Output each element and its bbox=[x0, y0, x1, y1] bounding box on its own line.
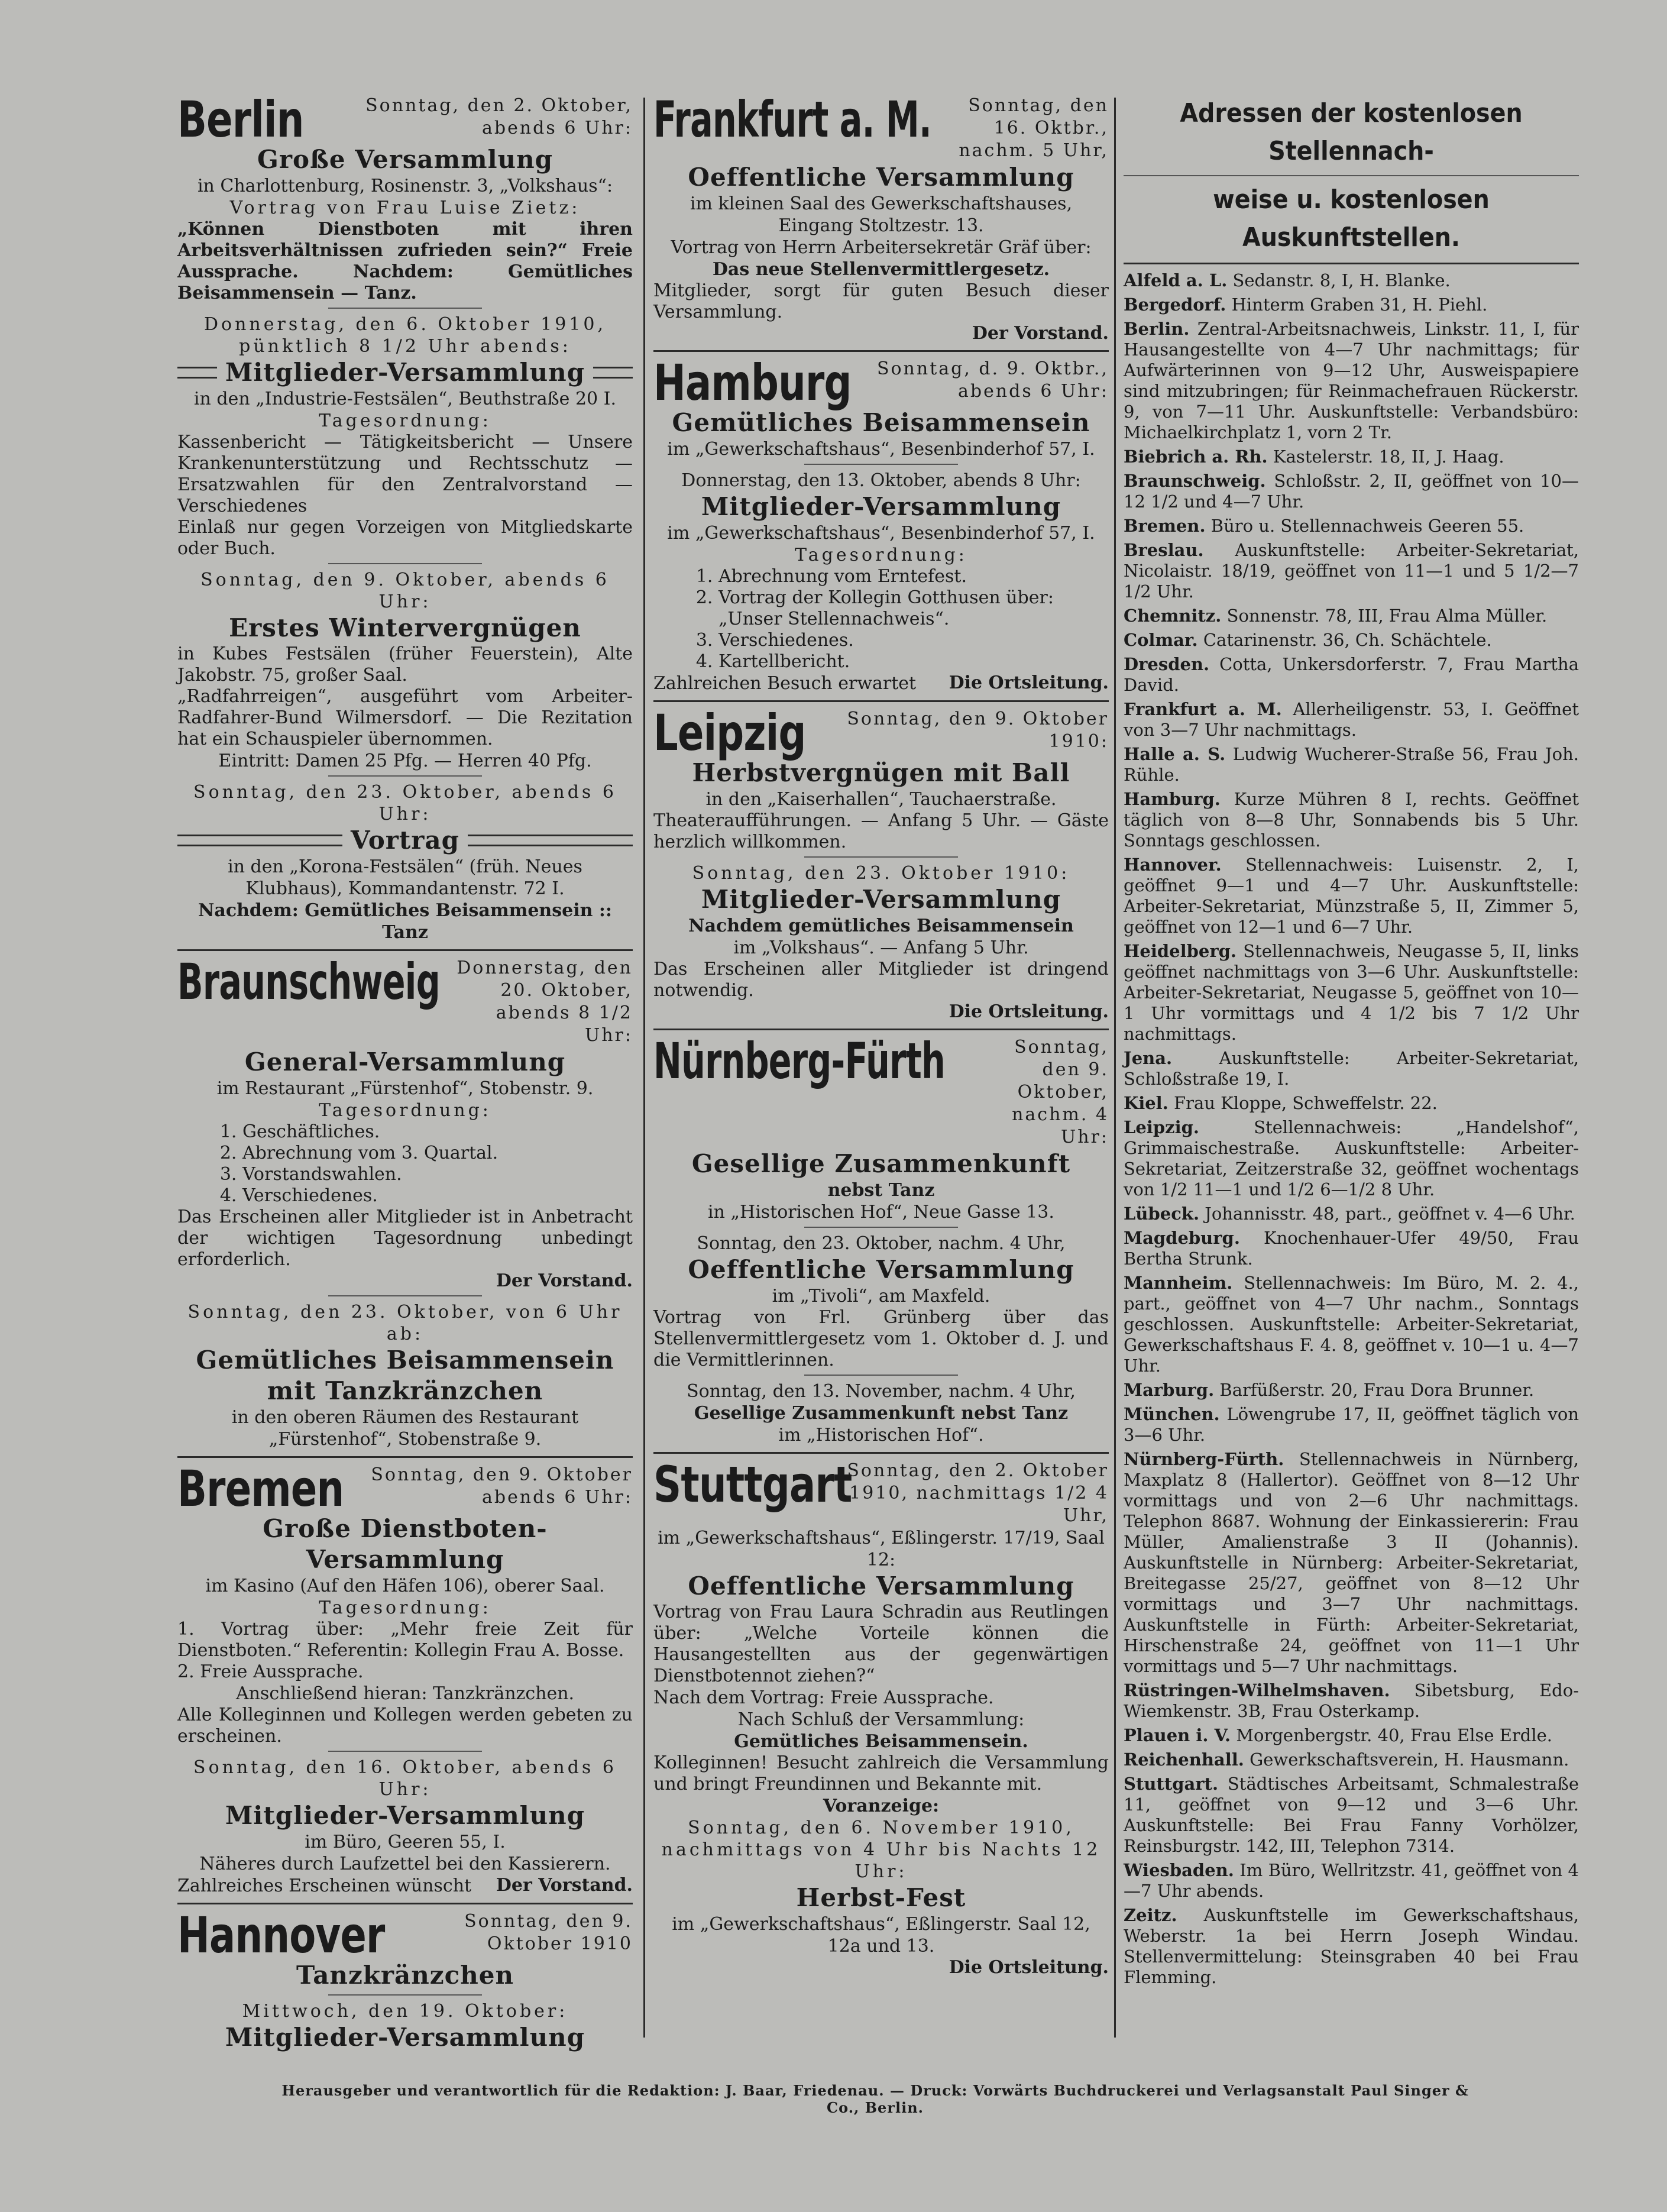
notice-braunschweig bbox=[177, 953, 633, 1450]
event-note: Theateraufführungen. — Anfang 5 Uhr. — Gäste herzlich willkommen. bbox=[653, 810, 1109, 852]
address-entry bbox=[1124, 270, 1579, 291]
address-details: Auskunftstelle im Gewerkschaftshaus, Weberstr. 1a bei Herrn Joseph Windau. Stellenvermittelung: Steinsgraben 40 bei Frau Flemming. bbox=[1124, 1905, 1579, 1987]
event-place: in Charlottenburg, Rosinenstr. 3, „Volkshaus“: bbox=[197, 176, 613, 196]
notice-berlin bbox=[177, 90, 633, 943]
address-city: Lübeck. bbox=[1124, 1204, 1200, 1224]
agenda-label: Tagesordnung: bbox=[795, 545, 967, 565]
notice-bremen bbox=[177, 1460, 633, 1897]
address-entry bbox=[1124, 941, 1579, 1044]
address-entry bbox=[1124, 319, 1579, 443]
address-city: Plauen i. V. bbox=[1124, 1725, 1231, 1745]
address-entry bbox=[1124, 1117, 1579, 1200]
event-place: in den „Kaiserhallen“, Tauchaerstraße. bbox=[705, 789, 1057, 810]
event-place: im „Gewerkschaftshaus“, Besenbinderhof 57, I. bbox=[667, 523, 1095, 544]
address-entry bbox=[1124, 471, 1579, 512]
event-note: Zahlreiches Erscheinen wünscht bbox=[177, 1875, 472, 1896]
addresses-header-line1: Adressen der kostenlosen Stellennach- bbox=[1180, 98, 1523, 166]
city-heading: Braunschweig bbox=[177, 953, 440, 1011]
address-details: Büro u. Stellennachweis Geeren 55. bbox=[1210, 516, 1524, 536]
address-entry bbox=[1124, 1404, 1579, 1445]
event-title: Erstes Wintervergnügen bbox=[229, 613, 581, 642]
event-place: im „Gewerkschaftshaus“, Eßlingerstr. Saal 12, 12a und 13. bbox=[672, 1914, 1090, 1956]
event-place: in den „Industrie-Festsälen“, Beuthstraße 20 I. bbox=[193, 389, 617, 409]
event-title: Große Versammlung bbox=[257, 145, 553, 174]
address-details: Auskunftstelle: Arbeiter-Sekretariat, Nicolaistr. 18/19, geöffnet von 11—1 und 5 1/2—7 1/2 Uhr. bbox=[1124, 540, 1579, 601]
address-entry bbox=[1124, 606, 1579, 626]
event-title: Mitglieder-Versammlung bbox=[701, 492, 1061, 521]
event-title: General-Versammlung bbox=[244, 1047, 566, 1076]
address-details: Cotta, Unkersdorferstr. 7, Frau Martha David. bbox=[1124, 654, 1579, 695]
address-details: Barfüßerstr. 20, Frau Dora Brunner. bbox=[1219, 1380, 1535, 1400]
address-details: Stellennachweis, Neugasse 5, II, links geöffnet nachmittags von 3—6 Uhr. Auskunftstelle: Arbeiter-Sekretariat, Neugasse 5, geöffnet von 10—1 Uhr vormittags und 4 1/2 bis 7 1/2 Uhr nachmittags. bbox=[1124, 941, 1579, 1044]
event-subtitle: Nachdem gemütliches Beisammensein bbox=[688, 916, 1074, 936]
event-speaker: Vortrag von Herrn Arbeitersekretär Gräf über: bbox=[671, 237, 1092, 258]
address-entry bbox=[1124, 447, 1579, 467]
notice-hamburg bbox=[653, 354, 1109, 694]
event-date: Sonntag, den 9. Oktober 1910 bbox=[464, 1911, 633, 1954]
event-title: Tanzkränzchen bbox=[296, 1961, 514, 1990]
address-entry bbox=[1124, 1725, 1579, 1746]
address-city: Hannover. bbox=[1124, 855, 1222, 875]
event-title: Vortrag bbox=[351, 826, 459, 855]
address-city: Braunschweig. bbox=[1124, 471, 1266, 491]
address-city: Frankfurt a. M. bbox=[1124, 699, 1282, 719]
event-title: Große Dienstboten-Versammlung bbox=[263, 1514, 548, 1574]
address-city: Leipzig. bbox=[1124, 1117, 1199, 1137]
event-date: Donnerstag, den 13. Oktober, abends 8 Uhr: bbox=[681, 470, 1081, 491]
event-date: Sonntag, den 9. Oktober, abends 6 Uhr: bbox=[200, 570, 610, 612]
address-details: Im Büro, Wellritzstr. 41, geöffnet von 4—7 Uhr abends. bbox=[1124, 1860, 1579, 1901]
address-city: Breslau. bbox=[1124, 540, 1204, 560]
address-city: Reichenhall. bbox=[1124, 1749, 1244, 1770]
event-title: Gesellige Zusammenkunft bbox=[691, 1149, 1071, 1178]
event-title: Oeffentliche Versammlung bbox=[688, 163, 1074, 192]
event-title: Gesellige Zusammenkunft nebst Tanz bbox=[694, 1403, 1069, 1424]
city-heading: Nürnberg-Fürth bbox=[653, 1032, 946, 1090]
event-date: Sonntag, den 9. Oktober abends 6 Uhr: bbox=[371, 1464, 633, 1508]
address-details: Sibetsburg, Edo-Wiemkenstr. 3B, Frau Osterkamp. bbox=[1124, 1680, 1579, 1721]
notice-leipzig bbox=[653, 704, 1109, 1023]
address-city: Dresden. bbox=[1124, 654, 1210, 674]
agenda-label: Tagesordnung: bbox=[319, 1100, 491, 1121]
event-place: im „Tivoli“, am Maxfeld. bbox=[772, 1286, 991, 1306]
notice-nuernberg-fuerth bbox=[653, 1032, 1109, 1446]
address-details: Johannisstr. 48, part., geöffnet v. 4—6 Uhr. bbox=[1205, 1204, 1575, 1224]
address-details: Allerheiligenstr. 53, I. Geöffnet von 3—7 Uhr nachmittags. bbox=[1124, 699, 1579, 740]
address-entry bbox=[1124, 630, 1579, 651]
address-details: Kurze Mühren 8 I, rechts. Geöffnet täglich von 8—8 Uhr, Sonnabends bis 5 Uhr. Sonntags geschlossen. bbox=[1124, 789, 1579, 850]
agenda-item: 2. Abrechnung vom 3. Quartal. bbox=[242, 1143, 633, 1164]
event-date: Donnerstag, den 6. Oktober 1910, pünktlich 8 1/2 Uhr abends: bbox=[203, 314, 607, 357]
event-place: in den oberen Räumen des Restaurant „Fürstenhof“, Stobenstraße 9. bbox=[231, 1407, 579, 1450]
signature: Der Vorstand. bbox=[496, 1875, 633, 1896]
event-place: im Büro, Geeren 55, I. bbox=[305, 1832, 506, 1852]
address-city: Berlin. bbox=[1124, 319, 1190, 339]
notice-stuttgart bbox=[653, 1456, 1109, 1978]
address-city: Wiesbaden. bbox=[1124, 1860, 1234, 1880]
address-entry bbox=[1124, 1093, 1579, 1114]
address-entry bbox=[1124, 654, 1579, 696]
signature: Die Ortsleitung. bbox=[949, 1957, 1109, 1978]
address-city: Magdeburg. bbox=[1124, 1228, 1240, 1248]
column-rule bbox=[643, 98, 645, 2038]
notice-frankfurt bbox=[653, 90, 1109, 344]
signature: Die Ortsleitung. bbox=[949, 672, 1109, 693]
agenda-item: 3. Verschiedenes. bbox=[718, 630, 1109, 651]
event-place: im Kasino (Auf den Häfen 106), oberer Saal. bbox=[205, 1576, 605, 1596]
address-details: Hinterm Graben 31, H. Piehl. bbox=[1231, 295, 1488, 315]
imprint-footer: Herausgeber und verantwortlich für die Redaktion: J. Baar, Friedenau. — Druck: Vorwärts Buchdruckerei und Verlagsanstalt Paul Singer & Co., Berlin. bbox=[281, 2082, 1469, 2116]
city-heading: Stuttgart bbox=[653, 1456, 852, 1514]
event-place: im kleinen Saal des Gewerkschaftshauses, Eingang Stoltzestr. 13. bbox=[690, 193, 1073, 236]
event-place: im „Gewerkschaftshaus“, Eßlingerstr. 17/19, Saal 12: bbox=[658, 1528, 1105, 1570]
agenda-item: 2. Freie Aussprache. bbox=[177, 1661, 364, 1682]
event-place: im „Historischen Hof“. bbox=[778, 1425, 984, 1445]
agenda-item: 4. Kartellbericht. bbox=[718, 651, 1109, 672]
agenda-item: 4. Verschiedenes. bbox=[242, 1185, 633, 1207]
column-rule bbox=[1114, 98, 1116, 2038]
address-details: Stellennachweis: Im Büro, M. 2. 4., part., geöffnet von 4—7 Uhr nachm., Sonntags geschlossen. Auskunftstelle: Arbeiter-Sekretariat, Gewerkschaftshaus F. 4. 8, geöffnet v. 10—1 u. 4—7 Uhr. bbox=[1124, 1273, 1579, 1376]
event-title: Mitglieder-Versammlung bbox=[225, 2023, 585, 2052]
address-details: Stellennachweis in Nürnberg, Maxplatz 8 (Hallertor). Geöffnet von 8—12 Uhr vormittags und von 2—6 Uhr nachmittags. Telephon 8687. Wohnung der Einkassiererin: Frau Müller, Amalienstraße 3 II (Johannis). Auskunftstelle in Nürnberg: Arbeiter-Sekretariat, Breitegasse 25/27, geöffnet von 8—12 Uhr vormittags und 3—7 Uhr nachmittags. Auskunftstelle in Fürth: Arbeiter-Sekretariat, Hirschenstraße 24, geöffnet von 11—1 Uhr vormittags und 5—7 Uhr nachmittags. bbox=[1124, 1449, 1579, 1676]
address-city: Rüstringen-Wilhelmshaven. bbox=[1124, 1680, 1390, 1700]
agenda-item: 1. Geschäftliches. bbox=[242, 1121, 633, 1143]
event-text: Vortrag von Frau Laura Schradin aus Reutlingen über: „Welche Vorteile können die Hausangestellten aus der gegenwärtigen Dienstbotennot ziehen?“ bbox=[653, 1602, 1109, 1686]
event-date: Mittwoch, den 19. Oktober: bbox=[242, 2001, 568, 2022]
address-details: Stellennachweis: „Handelshof“, Grimmaischestraße. Auskunftstelle: Arbeiter-Sekretariat, Zeitzerstraße 32, geöffnet wochentags von 1/2 11—1 und 1/2 6—1/2 8 Uhr. bbox=[1124, 1117, 1579, 1199]
event-date: Sonntag, den 9. Oktober, nachm. 4 Uhr: bbox=[1012, 1037, 1109, 1147]
event-date: Sonntag, den 6. November 1910, nachmittags von 4 Uhr bis Nachts 12 Uhr: bbox=[661, 1818, 1101, 1882]
city-heading: Bremen bbox=[177, 1460, 344, 1518]
event-place: im Restaurant „Fürstenhof“, Stobenstr. 9. bbox=[216, 1078, 594, 1099]
address-list bbox=[1124, 270, 1579, 1988]
address-details: Auskunftstelle: Arbeiter-Sekretariat, Schloßstraße 19, I. bbox=[1124, 1048, 1579, 1089]
notice-hannover bbox=[177, 1906, 633, 2053]
city-heading: Frankfurt a. M. bbox=[653, 90, 932, 148]
address-details: Sedanstr. 8, I, H. Blanke. bbox=[1232, 270, 1451, 290]
event-note: Alle Kolleginnen und Kollegen werden gebeten zu erscheinen. bbox=[177, 1705, 633, 1747]
event-title: Oeffentliche Versammlung bbox=[688, 1571, 1074, 1600]
address-entry bbox=[1124, 699, 1579, 740]
event-place: in den „Korona-Festsälen“ (früh. Neues Klubhaus), Kommandantenstr. 72 I. bbox=[228, 856, 582, 899]
event-date: Sonntag, den 16. Oktbr., nachm. 5 Uhr, bbox=[959, 95, 1109, 161]
city-heading: Hamburg bbox=[653, 354, 852, 412]
column-right bbox=[1124, 95, 1579, 1991]
city-heading: Berlin bbox=[177, 90, 304, 148]
address-city: Heidelberg. bbox=[1124, 941, 1237, 961]
address-entry bbox=[1124, 1380, 1579, 1401]
address-city: Halle a. S. bbox=[1124, 744, 1226, 764]
event-subtitle: Gemütliches Beisammensein. bbox=[734, 1731, 1028, 1752]
event-text: Vortrag von Frl. Grünberg über das Stellenvermittlergesetz vom 1. Oktober d. J. und die Vermittlerinnen. bbox=[653, 1307, 1109, 1370]
address-details: Ludwig Wucherer-Straße 56, Frau Joh. Rühle. bbox=[1124, 744, 1579, 785]
event-date: Sonntag, den 23. Oktober, von 6 Uhr ab: bbox=[187, 1302, 623, 1344]
address-city: Alfeld a. L. bbox=[1124, 270, 1228, 290]
event-title: Oeffentliche Versammlung bbox=[688, 1255, 1074, 1284]
event-note: Mitglieder, sorgt für guten Besuch dieser Versammlung. bbox=[653, 280, 1109, 322]
address-city: Hamburg. bbox=[1124, 789, 1221, 809]
event-place: in Kubes Festsälen (früher Feuerstein), Alte Jakobstr. 75, großer Saal. bbox=[177, 643, 633, 685]
agenda-item: 1. Abrechnung vom Erntefest. bbox=[718, 566, 1109, 587]
event-date: Sonntag, den 16. Oktober, abends 6 Uhr: bbox=[193, 1757, 617, 1800]
signature: Der Vorstand. bbox=[972, 323, 1109, 344]
event-date: Sonntag, den 23. Oktober, nachm. 4 Uhr, bbox=[697, 1233, 1066, 1254]
address-entry bbox=[1124, 1449, 1579, 1677]
event-note: Anschließend hieran: Tanzkränzchen. bbox=[235, 1683, 575, 1704]
address-entry bbox=[1124, 1273, 1579, 1376]
address-city: Nürnberg-Fürth. bbox=[1124, 1449, 1284, 1469]
address-details: Frau Kloppe, Schweffelstr. 22. bbox=[1174, 1093, 1438, 1113]
address-details: Städtisches Arbeitsamt, Schmalestraße 11, geöffnet von 9—12 und 3—6 Uhr. Auskunftstelle: Bei Frau Fanny Vorhölzer, Reinsburgstr. 142, III, Telephon 7314. bbox=[1124, 1774, 1579, 1856]
event-note: Das Erscheinen aller Mitglieder ist dringend notwendig. bbox=[653, 959, 1109, 1001]
event-title: Mitglieder-Versammlung bbox=[701, 885, 1061, 914]
address-details: Zentral-Arbeitsnachweis, Linkstr. 11, I, für Hausangestellte von 4—7 Uhr nachmittags; für Aufwärterinnen von 9—12 Uhr, Ausweispapiere sind mitzubringen; für Reinmachefrauen Rückerstr. 9, von 7—11 Uhr. Auskunftstelle: Verbandsbüro: Michaelkirchplatz 1, vorn 2 Tr. bbox=[1124, 319, 1579, 442]
event-title: Herbstvergnügen mit Ball bbox=[692, 758, 1070, 787]
event-text: „Radfahrreigen“, ausgeführt vom Arbeiter-Radfahrer-Bund Wilmersdorf. — Die Rezitation hat ein Schauspieler übernommen. bbox=[177, 686, 633, 749]
agenda-item: 3. Vorstandswahlen. bbox=[242, 1164, 633, 1185]
address-details: Catarinenstr. 36, Ch. Schächtele. bbox=[1203, 630, 1492, 650]
event-title: Mitglieder-Versammlung bbox=[225, 1801, 585, 1830]
event-date: Sonntag, den 23. Oktober 1910: bbox=[692, 863, 1070, 884]
event-note: Zahlreichen Besuch erwartet bbox=[653, 673, 917, 694]
event-date: Sonntag, d. 9. Oktbr., abends 6 Uhr: bbox=[876, 358, 1109, 402]
event-title: Mitglieder-Versammlung bbox=[225, 358, 585, 387]
event-place: im „Volkshaus“. — Anfang 5 Uhr. bbox=[733, 937, 1029, 958]
event-note: Nachdem: Gemütliches Beisammensein :: Tanz bbox=[198, 900, 612, 943]
address-entry bbox=[1124, 1048, 1579, 1089]
agenda-label: Tagesordnung: bbox=[319, 1597, 491, 1618]
column-left bbox=[177, 90, 633, 2053]
event-note: Näheres durch Laufzettel bei den Kassierern. bbox=[199, 1854, 611, 1874]
address-city: München. bbox=[1124, 1404, 1220, 1424]
address-city: Marburg. bbox=[1124, 1380, 1215, 1400]
event-title: Herbst-Fest bbox=[796, 1883, 966, 1912]
address-city: Kiel. bbox=[1124, 1093, 1168, 1113]
address-entry bbox=[1124, 855, 1579, 937]
address-entry bbox=[1124, 516, 1579, 536]
event-topic: „Können Dienstboten mit ihren Arbeitsverhältnissen zufrieden sein?“ Freie Aussprache. Nachdem: Gemütliches Beisammensein — Tanz. bbox=[177, 219, 633, 303]
event-note: Einlaß nur gegen Vorzeigen von Mitgliedskarte oder Buch. bbox=[177, 517, 633, 559]
event-subtitle: nebst Tanz bbox=[827, 1180, 935, 1201]
event-speaker: Vortrag von Frau Luise Zietz: bbox=[229, 198, 581, 218]
event-text: Nach Schluß der Versammlung: bbox=[737, 1709, 1025, 1730]
event-note: Kolleginnen! Besucht zahlreich die Versammlung und bringt Freundinnen und Bekannte mit. bbox=[653, 1752, 1109, 1794]
address-entry bbox=[1124, 1204, 1579, 1224]
agenda-list bbox=[653, 566, 1109, 672]
address-entry bbox=[1124, 1905, 1579, 1988]
event-date: Sonntag, den 23. Oktober, abends 6 Uhr: bbox=[193, 782, 617, 824]
event-text: Nach dem Vortrag: Freie Aussprache. bbox=[653, 1687, 994, 1708]
event-topic: Das neue Stellenvermittlergesetz. bbox=[712, 259, 1050, 280]
agenda-list bbox=[177, 1121, 633, 1207]
address-details: Knochenhauer-Ufer 49/50, Frau Bertha Strunk. bbox=[1124, 1228, 1579, 1269]
address-entry bbox=[1124, 1774, 1579, 1857]
event-subtitle: mit Tanzkränzchen bbox=[267, 1376, 543, 1405]
address-entry bbox=[1124, 744, 1579, 785]
address-entry bbox=[1124, 540, 1579, 602]
address-details: Morgenbergstr. 40, Frau Else Erdle. bbox=[1236, 1725, 1552, 1745]
address-city: Stuttgart. bbox=[1124, 1774, 1219, 1794]
address-city: Zeitz. bbox=[1124, 1905, 1177, 1925]
address-city: Bremen. bbox=[1124, 516, 1206, 536]
agenda-item: 1. Vortrag über: „Mehr freie Zeit für Dienstboten.“ Referentin: Kollegin Frau A. Bosse. bbox=[177, 1619, 633, 1661]
address-entry bbox=[1124, 1860, 1579, 1901]
event-date: Donnerstag, den 20. Oktober, abends 8 1/2 Uhr: bbox=[457, 958, 633, 1046]
agenda-label: Tagesordnung: bbox=[319, 410, 491, 431]
address-city: Chemnitz. bbox=[1124, 606, 1222, 626]
city-heading: Leipzig bbox=[653, 704, 806, 762]
address-city: Colmar. bbox=[1124, 630, 1198, 650]
agenda-item: 2. Vortrag der Kollegin Gotthusen über: „Unser Stellennachweis“. bbox=[718, 587, 1109, 630]
addresses-header-line2: weise u. kostenlosen Auskunftstellen. bbox=[1213, 185, 1490, 253]
address-details: Gewerkschaftsverein, H. Hausmann. bbox=[1250, 1749, 1569, 1770]
address-entry bbox=[1124, 789, 1579, 851]
address-city: Jena. bbox=[1124, 1048, 1173, 1068]
signature: Der Vorstand. bbox=[496, 1270, 633, 1291]
event-date: Sonntag, den 13. November, nachm. 4 Uhr, bbox=[687, 1381, 1076, 1402]
address-details: Löwengrube 17, II, geöffnet täglich von 3—6 Uhr. bbox=[1124, 1404, 1579, 1445]
event-entry: Eintritt: Damen 25 Pfg. — Herren 40 Pfg. bbox=[218, 751, 592, 771]
address-entry bbox=[1124, 1228, 1579, 1269]
address-details: Stellennachweis: Luisenstr. 2, I, geöffnet 9—1 und 4—7 Uhr. Auskunftstelle: Arbeiter-Sekretariat, Münzstraße 5, II, Zimmer 5, geöffnet von 12—1 und 6—7 Uhr. bbox=[1124, 855, 1579, 937]
address-entry bbox=[1124, 1749, 1579, 1770]
event-date: Sonntag, den 2. Oktober 1910, nachmittags 1/2 4 Uhr, bbox=[847, 1460, 1109, 1526]
event-place: in „Historischen Hof“, Neue Gasse 13. bbox=[708, 1202, 1054, 1223]
event-title: Gemütliches Beisammensein bbox=[672, 408, 1090, 437]
event-date: Sonntag, den 2. Oktober, abends 6 Uhr: bbox=[365, 95, 633, 138]
event-note: Das Erscheinen aller Mitglieder ist in Anbetracht der wichtigen Tagesordnung unbedingt erforderlich. bbox=[177, 1207, 633, 1270]
address-details: Sonnenstr. 78, III, Frau Alma Müller. bbox=[1226, 606, 1548, 626]
preannouncement-label: Voranzeige: bbox=[823, 1796, 940, 1816]
column-middle bbox=[653, 90, 1109, 1978]
address-entry bbox=[1124, 295, 1579, 315]
address-entry bbox=[1124, 1680, 1579, 1722]
address-details: Kastelerstr. 18, II, J. Haag. bbox=[1273, 447, 1504, 467]
address-city: Biebrich a. Rh. bbox=[1124, 447, 1268, 467]
signature: Die Ortsleitung. bbox=[949, 1001, 1109, 1022]
address-city: Bergedorf. bbox=[1124, 295, 1226, 315]
agenda-text: Kassenbericht — Tätigkeitsbericht — Unsere Krankenunterstützung und Rechtsschutz — Ersatzwahlen für den Zentralvorstand — Verschiedenes bbox=[177, 432, 633, 516]
address-details: Schloßstr. 2, II, geöffnet von 10—12 1/2 und 4—7 Uhr. bbox=[1124, 471, 1579, 512]
event-date: Sonntag, den 9. Oktober 1910: bbox=[847, 709, 1109, 752]
city-heading: Hannover bbox=[177, 1906, 385, 1964]
event-place: im „Gewerkschaftshaus“, Besenbinderhof 57, I. bbox=[667, 439, 1095, 460]
event-title: Gemütliches Beisammensein bbox=[196, 1346, 614, 1375]
address-city: Mannheim. bbox=[1124, 1273, 1233, 1293]
